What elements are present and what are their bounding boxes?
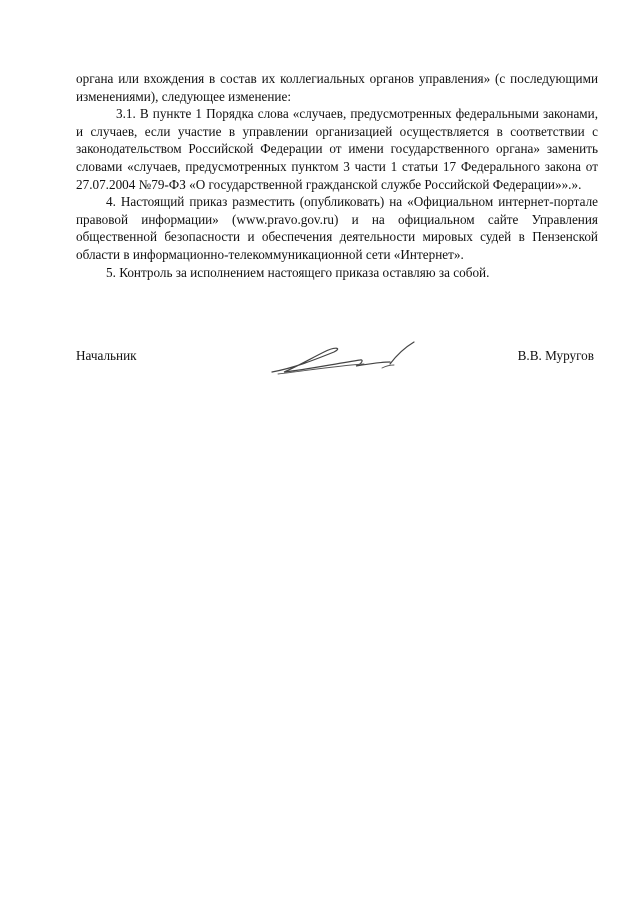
paragraph-3-1: 3.1. В пункте 1 Порядка слова «случаев, предусмотренных федеральными законами, и случаев, если участие в управлении организацией осуществляется в соответствии с законодательством Российской Федерации от имени государственного органа» заменить словами «случаев, предусмотренных пунктом 3 части 1 статьи 17 Федерального закона от 27.07.2004 №79-ФЗ «О государственной гражданской службе Российской Федерации»».». — [76, 106, 598, 192]
handwritten-signature — [264, 338, 424, 382]
paragraph-5: 5. Контроль за исполнением настоящего приказа оставляю за собой. — [106, 264, 490, 280]
paragraph-continuation: органа или вхождения в состав их коллегиальных органов управления» (с последующими изменениями), следующее изменение: — [76, 71, 598, 104]
document-body — [76, 70, 598, 281]
signature-block — [76, 344, 594, 384]
paragraph-4: 4. Настоящий приказ разместить (опубликовать) на «Официальном интернет-портале правовой информации» (www.pravo.gov.ru) и на официальном сайте Управления общественной безопасности и обеспечения деятельности мировых судей в Пензенской области в информационно-телекоммуникационной сети «Интернет». — [76, 194, 598, 262]
signatory-name: В.В. Муругов — [517, 348, 594, 363]
signatory-title: Начальник — [76, 348, 137, 363]
